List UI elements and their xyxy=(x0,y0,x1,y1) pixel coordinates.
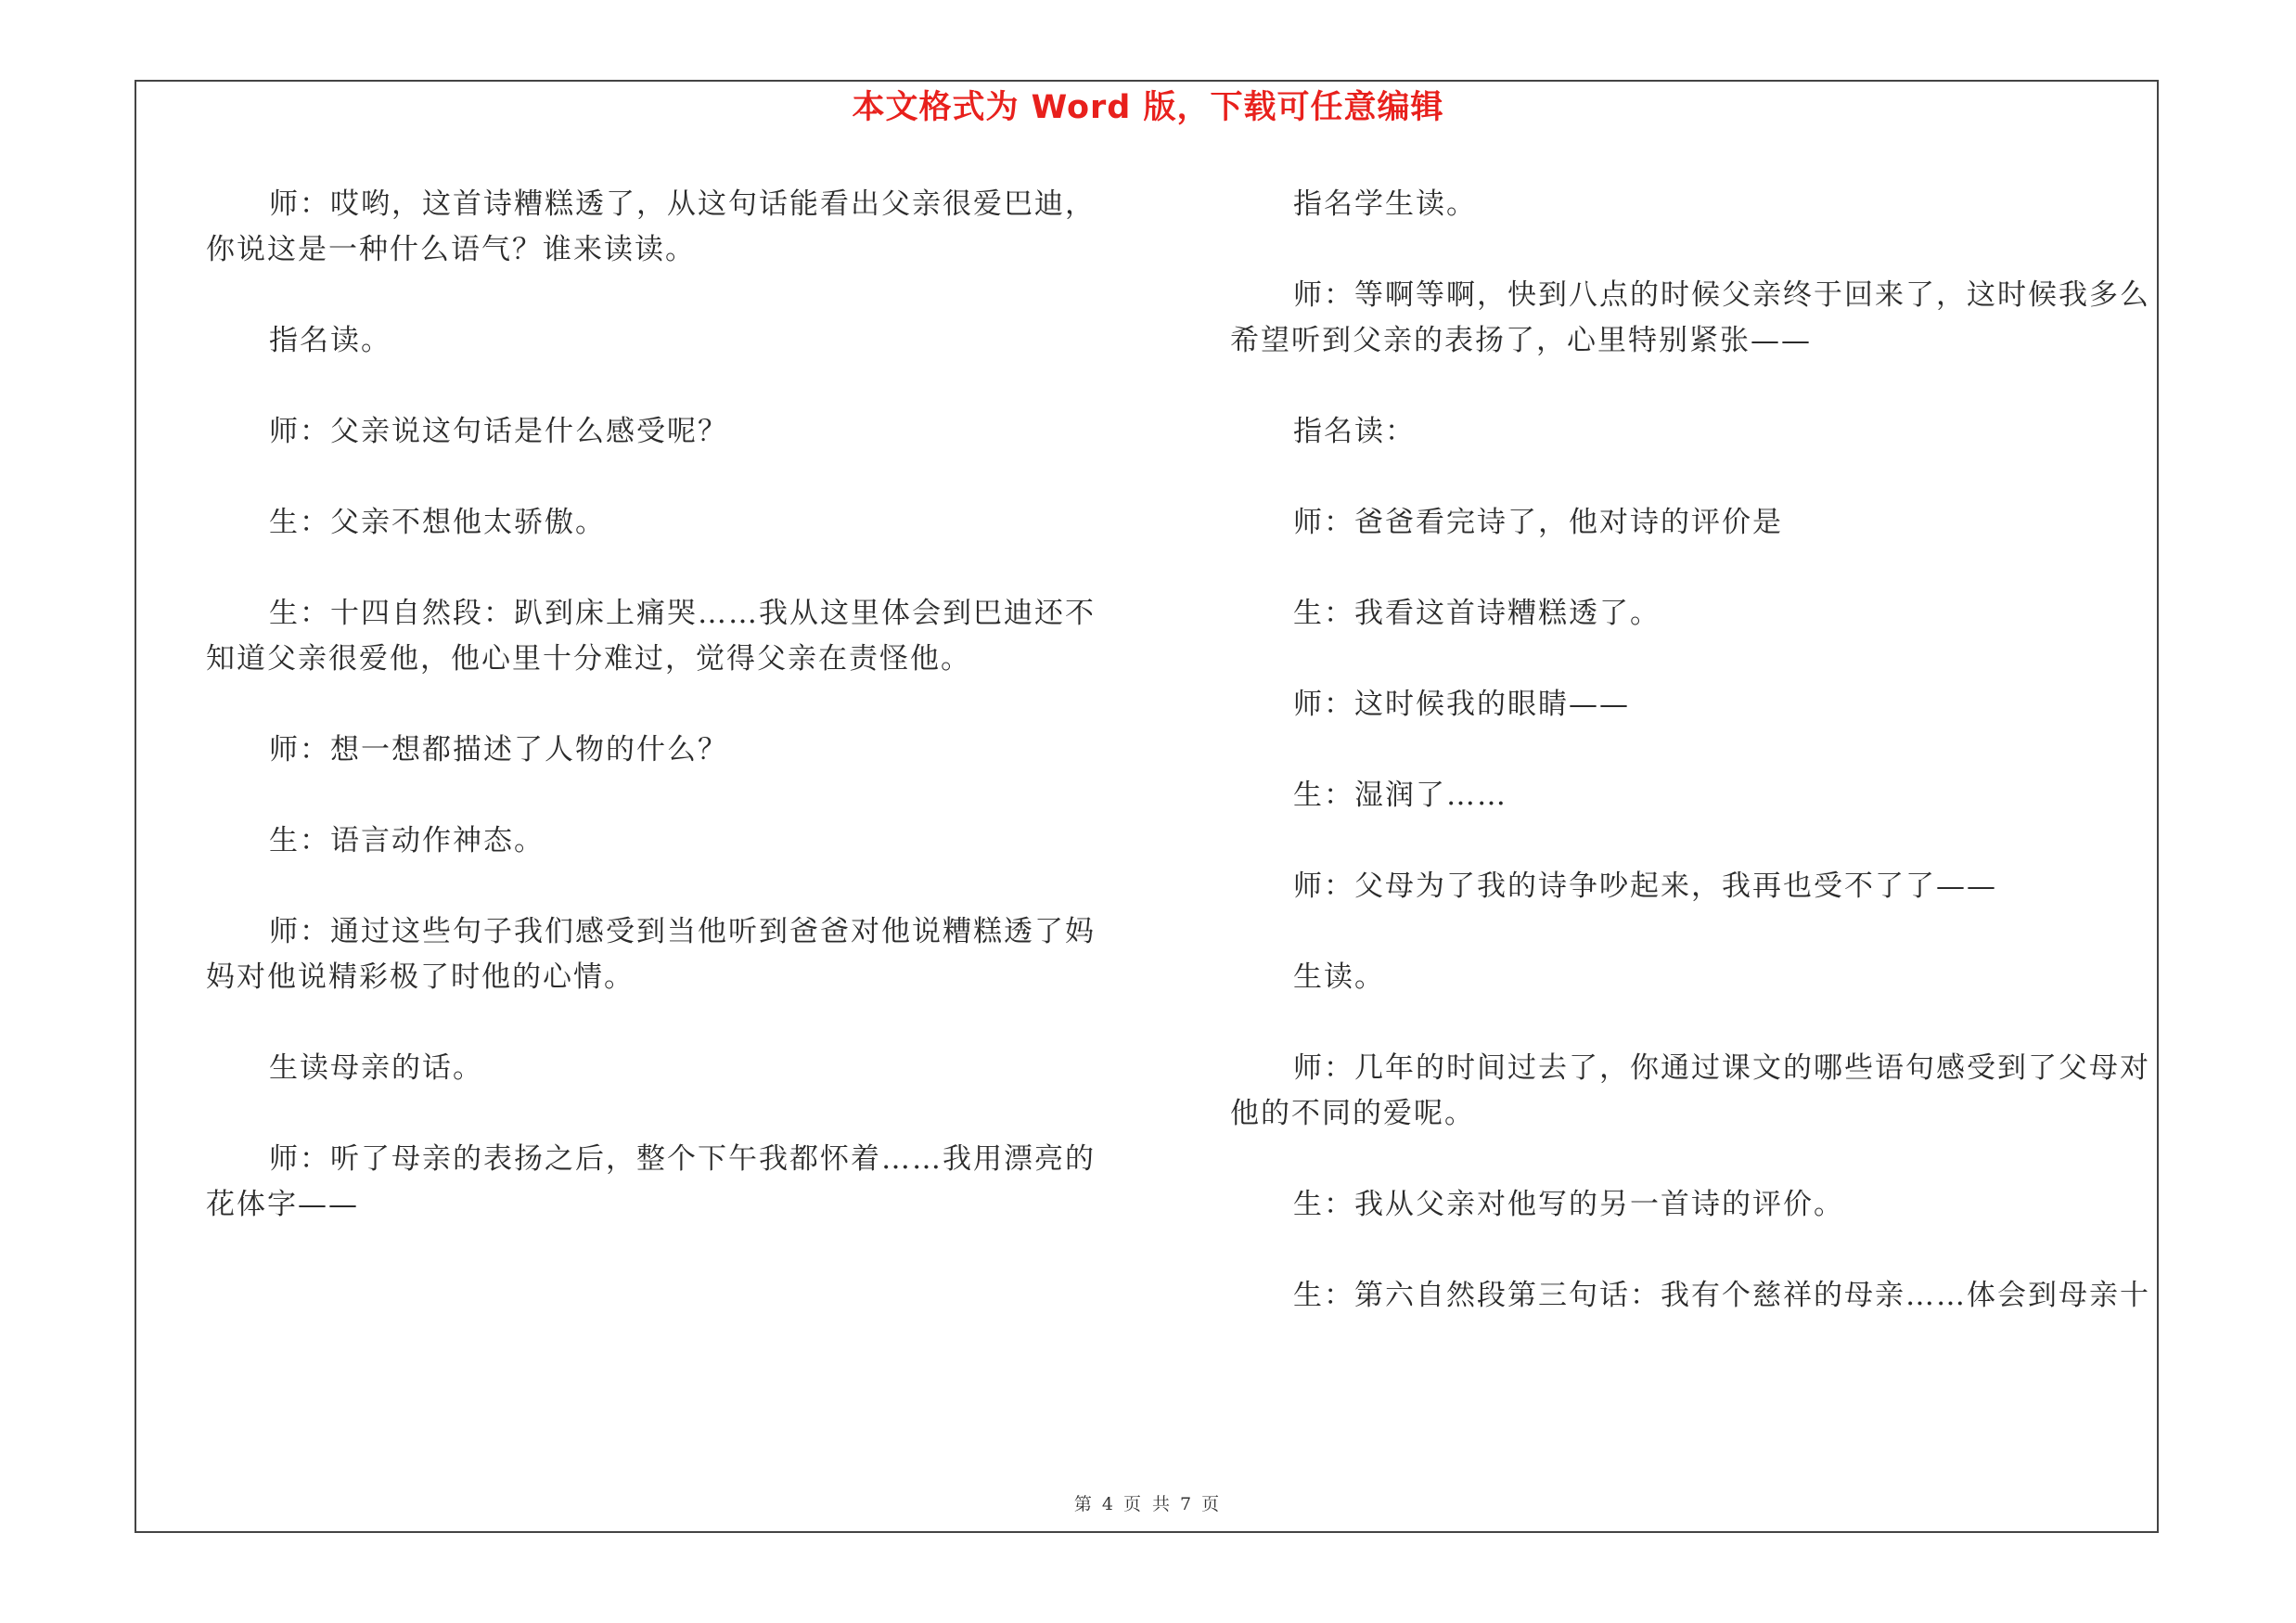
total-page-number: 7 xyxy=(1180,1494,1195,1514)
paragraph: 师：通过这些句子我们感受到当他听到爸爸对他说糟糕透了妈妈对他说精彩极了时他的心情。 xyxy=(206,915,1096,994)
paragraph: 指名读： xyxy=(1293,415,1416,448)
paragraph: 指名学生读。 xyxy=(1293,187,1477,221)
paragraph: 生：语言动作神态。 xyxy=(269,824,545,857)
paragraph: 师：父母为了我的诗争吵起来，我再也受不了了—— xyxy=(1293,869,1997,903)
paragraph: 师：想一想都描述了人物的什么？ xyxy=(269,733,728,766)
format-banner: 本文格式为 Word 版，下载可任意编辑 xyxy=(852,89,1444,126)
paragraph: 生：我看这首诗糟糕透了。 xyxy=(1293,597,1661,630)
paragraph: 指名读。 xyxy=(269,324,391,357)
footer-suffix: 页 xyxy=(1201,1494,1223,1514)
current-page-number: 4 xyxy=(1101,1494,1116,1514)
paragraph: 生读母亲的话。 xyxy=(269,1051,483,1085)
paragraph: 生：第六自然段第三句话：我有个慈祥的母亲……体会到母亲十 xyxy=(1293,1279,2150,1312)
paragraph: 师：哎哟，这首诗糟糕透了，从这句话能看出父亲很爱巴迪，你说这是一种什么语气？谁来读读。 xyxy=(206,187,1096,266)
right-column xyxy=(1230,182,2152,1319)
paragraph: 生：父亲不想他太骄傲。 xyxy=(269,506,606,539)
left-column xyxy=(206,182,1124,1228)
footer-prefix: 第 xyxy=(1073,1494,1095,1514)
paragraph: 师：几年的时间过去了，你通过课文的哪些语句感受到了父母对他的不同的爱呢。 xyxy=(1230,1051,2150,1130)
paragraph: 师：这时候我的眼睛—— xyxy=(1293,688,1630,721)
paragraph: 师：父亲说这句话是什么感受呢？ xyxy=(269,415,728,448)
paragraph: 生：十四自然段：趴到床上痛哭……我从这里体会到巴迪还不知道父亲很爱他，他心里十分难过，觉得父亲在责怪他。 xyxy=(206,597,1096,676)
paragraph: 师：听了母亲的表扬之后，整个下午我都怀着……我用漂亮的花体字—— xyxy=(206,1142,1096,1221)
paragraph: 生读。 xyxy=(1293,960,1385,994)
paragraph: 师：等啊等啊，快到八点的时候父亲终于回来了，这时候我多么希望听到父亲的表扬了，心里特别紧张—— xyxy=(1230,278,2150,357)
footer-middle: 页 共 xyxy=(1122,1494,1174,1514)
paragraph: 生：我从父亲对他写的另一首诗的评价。 xyxy=(1293,1188,1844,1221)
paragraph: 师：爸爸看完诗了，他对诗的评价是 xyxy=(1293,506,1783,539)
paragraph: 生：湿润了…… xyxy=(1293,779,1507,812)
page-number-footer xyxy=(0,1490,2296,1515)
